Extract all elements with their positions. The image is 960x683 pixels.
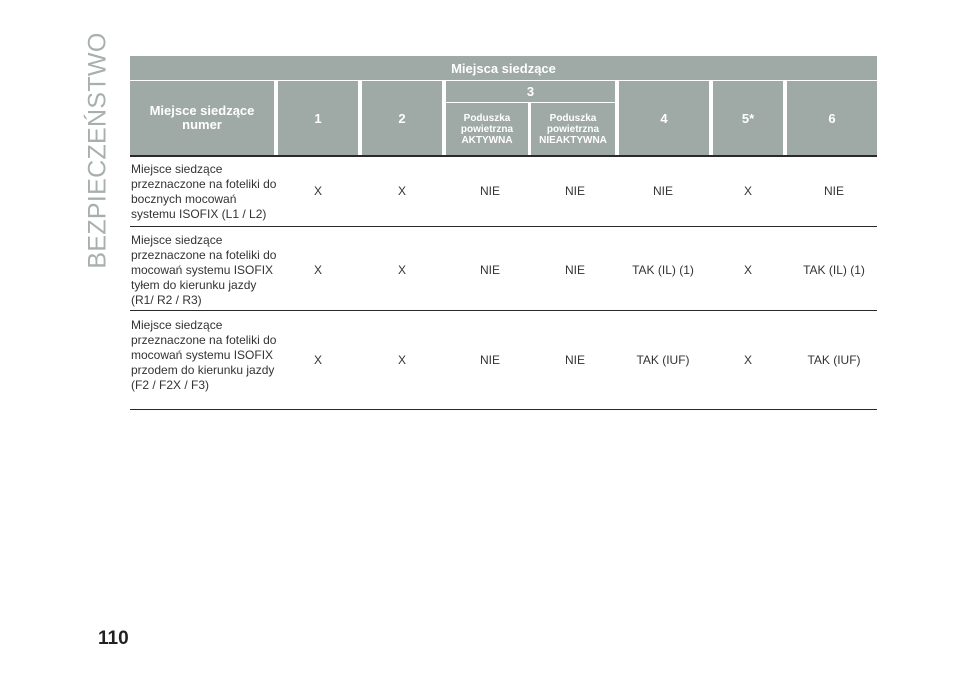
cell-value: NIE: [564, 184, 586, 198]
col-header-2: [362, 81, 442, 155]
table-rule: [130, 155, 877, 157]
cell-value: TAK (IL) (1): [803, 263, 865, 277]
cell-value: NIE: [823, 184, 845, 198]
col-header-3a-text: Poduszka powietrzna AKTYWNA: [460, 112, 514, 146]
cell-value: NIE: [479, 353, 501, 367]
group-header: [130, 56, 877, 80]
row-label: Miejsce siedzące przeznaczone na foteliki do bocznych mocowań systemu ISOFIX (L1 / L2): [131, 162, 277, 221]
col-header-3b: [531, 103, 615, 155]
col-header-2-text: 2: [398, 110, 406, 126]
cell-value: NIE: [479, 263, 501, 277]
col-header-3a: [446, 103, 528, 155]
row-label: Miejsce siedzące przeznaczone na foteliki do mocowań systemu ISOFIX przodem do kierunku jazdy (F2 / F2X / F3): [131, 318, 277, 392]
cell-value: X: [397, 263, 407, 277]
cell-value: X: [743, 353, 753, 367]
cell-value: X: [397, 353, 407, 367]
col-header-4-text: 4: [660, 110, 668, 126]
col-header-3: [446, 81, 615, 102]
col-header-1-text: 1: [314, 110, 322, 126]
section-title: [78, 31, 118, 269]
row-header-text: Miejsce siedzące numer: [149, 103, 255, 132]
col-header-1: [278, 81, 358, 155]
cell-value: X: [397, 184, 407, 198]
group-header-text: Miejsca siedzące: [451, 60, 556, 76]
cell-value: NIE: [652, 184, 674, 198]
cell-value: TAK (IUF): [807, 353, 861, 367]
col-header-6: [787, 81, 877, 155]
col-header-4: [619, 81, 709, 155]
row-header: [130, 81, 274, 155]
col-header-5-text: 5*: [741, 110, 755, 126]
cell-value: TAK (IL) (1): [632, 263, 694, 277]
row-label: Miejsce siedzące przeznaczone na foteliki do mocowań systemu ISOFIX tyłem do kierunku jazdy (R1/ R2 / R3): [131, 233, 277, 307]
page-number: 110: [98, 628, 129, 649]
col-header-5: [713, 81, 783, 155]
table-rule: [130, 226, 877, 227]
col-header-6-text: 6: [828, 110, 836, 126]
cell-value: X: [313, 263, 323, 277]
table-rule: [130, 409, 877, 410]
section-title-text: BEZPIECZEŃSTWO: [83, 31, 112, 269]
col-header-3-text: 3: [526, 84, 535, 99]
cell-value: X: [313, 353, 323, 367]
cell-value: TAK (IUF): [636, 353, 690, 367]
table-rule: [130, 310, 877, 311]
cell-value: X: [313, 184, 323, 198]
cell-value: NIE: [479, 184, 501, 198]
cell-value: NIE: [564, 263, 586, 277]
col-header-3b-text: Poduszka powietrzna NIEAKTYWNA: [539, 112, 607, 146]
cell-value: X: [743, 184, 753, 198]
cell-value: NIE: [564, 353, 586, 367]
cell-value: X: [743, 263, 753, 277]
